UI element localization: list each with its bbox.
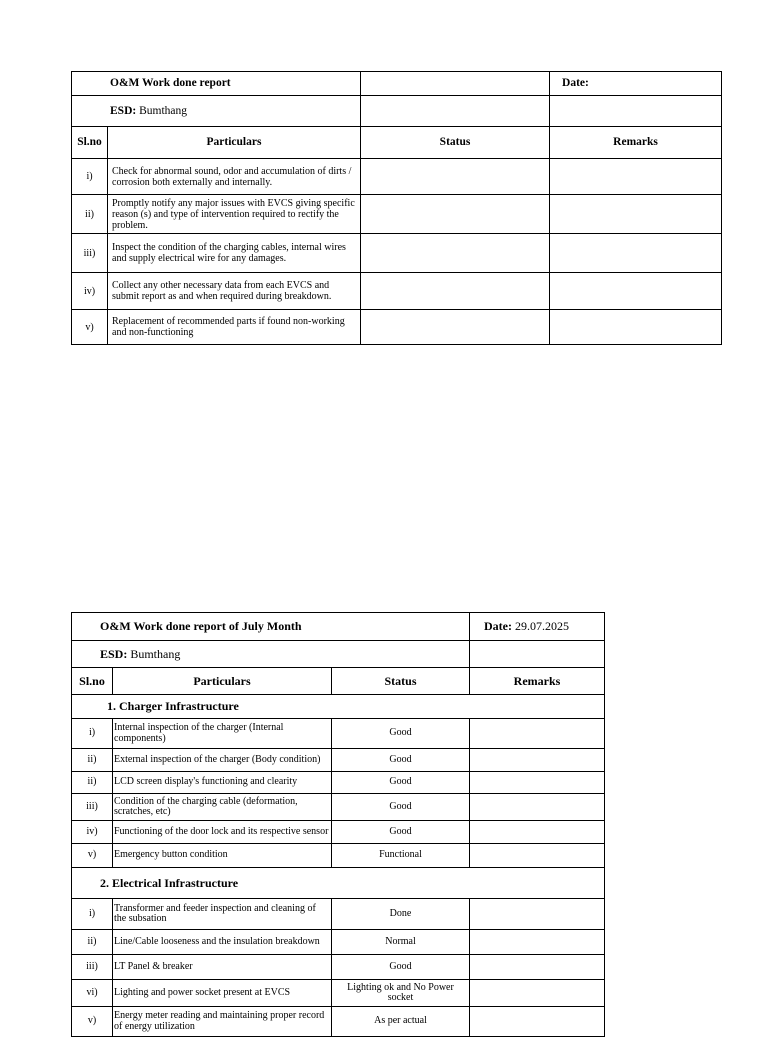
table-row	[72, 195, 722, 234]
row-particulars: Functioning of the door lock and its respective sensor	[113, 821, 332, 844]
row-status: As per actual	[332, 1007, 470, 1037]
empty-cell	[361, 72, 550, 96]
row-status: Normal	[332, 930, 470, 955]
header-slno: Sl.no	[72, 127, 108, 159]
row-particulars: External inspection of the charger (Body condition)	[113, 749, 332, 772]
row-status: Good	[332, 955, 470, 980]
row-remarks	[470, 772, 605, 794]
esd-value: Bumthang	[127, 646, 181, 661]
row-particulars: Energy meter reading and maintaining proper record of energy utilization	[113, 1007, 332, 1037]
row-particulars: Collect any other necessary data from each EVCS and submit report as and when required during breakdown.	[108, 273, 361, 310]
date-label: Date:	[484, 619, 512, 634]
row-remarks	[470, 794, 605, 821]
row-slno: i)	[72, 899, 113, 930]
header-status: Status	[332, 668, 470, 695]
row-status: Functional	[332, 844, 470, 868]
row-status: Good	[332, 719, 470, 749]
empty-cell	[550, 96, 722, 127]
header-slno: Sl.no	[72, 668, 113, 695]
esd-label: ESD:	[100, 646, 128, 661]
header-particulars: Particulars	[113, 668, 332, 695]
report-title: O&M Work done report of July Month	[72, 613, 470, 641]
july-report-table	[71, 612, 605, 1037]
row-particulars: Emergency button condition	[113, 844, 332, 868]
row-particulars: Lighting and power socket present at EVCS	[113, 980, 332, 1007]
row-particulars: Line/Cable looseness and the insulation breakdown	[113, 930, 332, 955]
row-remarks	[550, 159, 722, 195]
row-status: Good	[332, 749, 470, 772]
row-slno: ii)	[72, 930, 113, 955]
esd-row	[72, 641, 605, 668]
row-remarks	[470, 955, 605, 980]
date-value: 29.07.2025	[511, 619, 569, 634]
row-status: Good	[332, 772, 470, 794]
section-heading-charger: 1. Charger Infrastructure	[72, 695, 605, 719]
header-status: Status	[361, 127, 550, 159]
report-title: O&M Work done report	[72, 72, 361, 96]
empty-cell	[470, 641, 605, 668]
table-row	[72, 821, 605, 844]
table-row	[72, 772, 605, 794]
row-slno: i)	[72, 719, 113, 749]
table-row	[72, 980, 605, 1007]
row-slno: ii)	[72, 749, 113, 772]
row-remarks	[470, 930, 605, 955]
row-slno: iv)	[72, 273, 108, 310]
row-remarks	[550, 195, 722, 234]
row-slno: iii)	[72, 794, 113, 821]
row-particulars: LCD screen display's functioning and clearity	[113, 772, 332, 794]
row-remarks	[550, 310, 722, 345]
row-status	[361, 310, 550, 345]
report-title-row	[72, 613, 605, 641]
section-row	[72, 695, 605, 719]
header-row	[72, 127, 722, 159]
table-row	[72, 930, 605, 955]
table-row	[72, 234, 722, 273]
header-remarks: Remarks	[550, 127, 722, 159]
row-slno: iv)	[72, 821, 113, 844]
row-particulars: Promptly notify any major issues with EVCS giving specific reason (s) and type of intervention required to rectify the problem.	[108, 195, 361, 234]
row-particulars: Condition of the charging cable (deformation, scratches, etc)	[113, 794, 332, 821]
table-row	[72, 844, 605, 868]
row-slno: v)	[72, 844, 113, 868]
table-row	[72, 159, 722, 195]
row-particulars: Internal inspection of the charger (Internal components)	[113, 719, 332, 749]
header-row	[72, 668, 605, 695]
row-remarks	[470, 980, 605, 1007]
row-status	[361, 159, 550, 195]
row-status: Done	[332, 899, 470, 930]
header-remarks: Remarks	[470, 668, 605, 695]
row-status: Good	[332, 821, 470, 844]
row-particulars: Check for abnormal sound, odor and accumulation of dirts / corrosion both externally and internally.	[108, 159, 361, 195]
row-particulars: Transformer and feeder inspection and cleaning of the subsation	[113, 899, 332, 930]
row-status: Good	[332, 794, 470, 821]
header-particulars: Particulars	[108, 127, 361, 159]
table-row	[72, 719, 605, 749]
section-heading-electrical: 2. Electrical Infrastructure	[72, 868, 605, 899]
esd-value: Bumthang	[136, 104, 187, 117]
row-remarks	[470, 1007, 605, 1037]
esd-row	[72, 96, 722, 127]
row-particulars: Replacement of recommended parts if found non-working and non-functioning	[108, 310, 361, 345]
row-slno: ii)	[72, 772, 113, 794]
row-remarks	[550, 273, 722, 310]
row-status	[361, 234, 550, 273]
table-row	[72, 749, 605, 772]
esd-cell	[72, 96, 361, 127]
table-row	[72, 794, 605, 821]
row-slno: vi)	[72, 980, 113, 1007]
table-row	[72, 273, 722, 310]
esd-cell	[72, 641, 470, 668]
date-label: Date:	[550, 72, 722, 96]
table-row	[72, 1007, 605, 1037]
row-particulars: LT Panel & breaker	[113, 955, 332, 980]
row-status	[361, 195, 550, 234]
row-status	[361, 273, 550, 310]
report-title-row	[72, 72, 722, 96]
work-done-report-table	[71, 71, 722, 345]
row-remarks	[470, 719, 605, 749]
row-status: Lighting ok and No Power socket	[332, 980, 470, 1007]
row-remarks	[470, 844, 605, 868]
row-remarks	[550, 234, 722, 273]
row-slno: ii)	[72, 195, 108, 234]
table-row	[72, 899, 605, 930]
row-particulars: Inspect the condition of the charging cables, internal wires and supply electrical wire for any damages.	[108, 234, 361, 273]
row-slno: v)	[72, 1007, 113, 1037]
row-remarks	[470, 899, 605, 930]
row-remarks	[470, 749, 605, 772]
row-remarks	[470, 821, 605, 844]
row-slno: v)	[72, 310, 108, 345]
table-row	[72, 310, 722, 345]
empty-cell	[361, 96, 550, 127]
table-row	[72, 955, 605, 980]
row-slno: iii)	[72, 234, 108, 273]
row-slno: i)	[72, 159, 108, 195]
date-cell	[470, 613, 605, 641]
esd-label: ESD:	[110, 104, 137, 117]
row-slno: iii)	[72, 955, 113, 980]
section-row	[72, 868, 605, 899]
